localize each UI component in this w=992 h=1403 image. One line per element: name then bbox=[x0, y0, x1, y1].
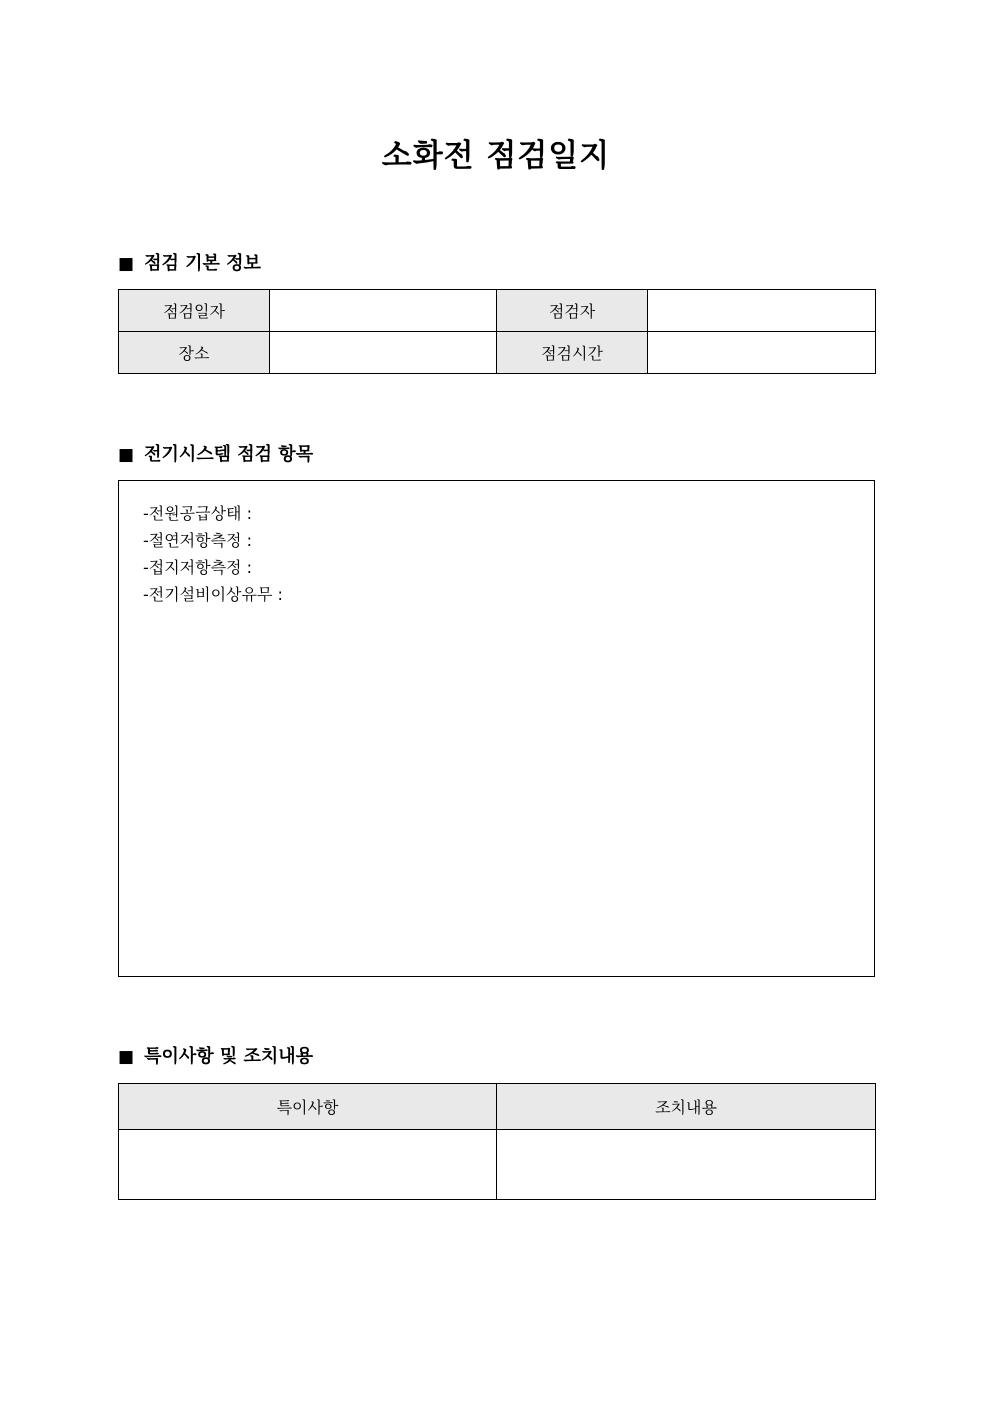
inspection-time-field[interactable] bbox=[648, 332, 876, 374]
square-bullet-icon: ■ bbox=[118, 254, 135, 274]
electric-check-heading-text: 전기시스템 점검 항목 bbox=[144, 444, 314, 465]
special-notes-header: 특이사항 bbox=[119, 1084, 497, 1130]
square-bullet-icon: ■ bbox=[118, 1047, 135, 1067]
table-row bbox=[119, 332, 876, 374]
location-label: 장소 bbox=[119, 332, 270, 374]
basic-info-heading-text: 점검 기본 정보 bbox=[144, 253, 261, 274]
electric-check-box[interactable] bbox=[118, 480, 875, 977]
check-item-power-supply: -전원공급상태 : bbox=[143, 504, 252, 523]
basic-info-table bbox=[118, 289, 876, 374]
inspector-label: 점검자 bbox=[497, 290, 648, 332]
check-item-insulation-resistance: -절연저항측정 : bbox=[143, 531, 252, 550]
table-row bbox=[119, 1130, 876, 1200]
actions-field[interactable] bbox=[497, 1130, 876, 1200]
actions-header: 조치내용 bbox=[497, 1084, 876, 1130]
inspection-time-label: 점검시간 bbox=[497, 332, 648, 374]
special-notes-field[interactable] bbox=[119, 1130, 497, 1200]
check-item-electrical-fault: -전기설비이상유무 : bbox=[143, 585, 283, 604]
notes-heading-text: 특이사항 및 조치내용 bbox=[144, 1046, 314, 1067]
document-title: 소화전 점검일지 bbox=[381, 138, 611, 174]
inspection-date-field[interactable] bbox=[270, 290, 497, 332]
square-bullet-icon: ■ bbox=[118, 445, 135, 465]
inspector-field[interactable] bbox=[648, 290, 876, 332]
electric-check-heading bbox=[118, 443, 313, 467]
basic-info-heading bbox=[118, 252, 261, 276]
table-header-row bbox=[119, 1084, 876, 1130]
table-row bbox=[119, 290, 876, 332]
check-item-ground-resistance: -접지저항측정 : bbox=[143, 558, 252, 577]
notes-heading bbox=[118, 1045, 313, 1069]
location-field[interactable] bbox=[270, 332, 497, 374]
inspection-date-label: 점검일자 bbox=[119, 290, 270, 332]
electric-check-list bbox=[143, 500, 283, 608]
notes-table bbox=[118, 1083, 876, 1200]
